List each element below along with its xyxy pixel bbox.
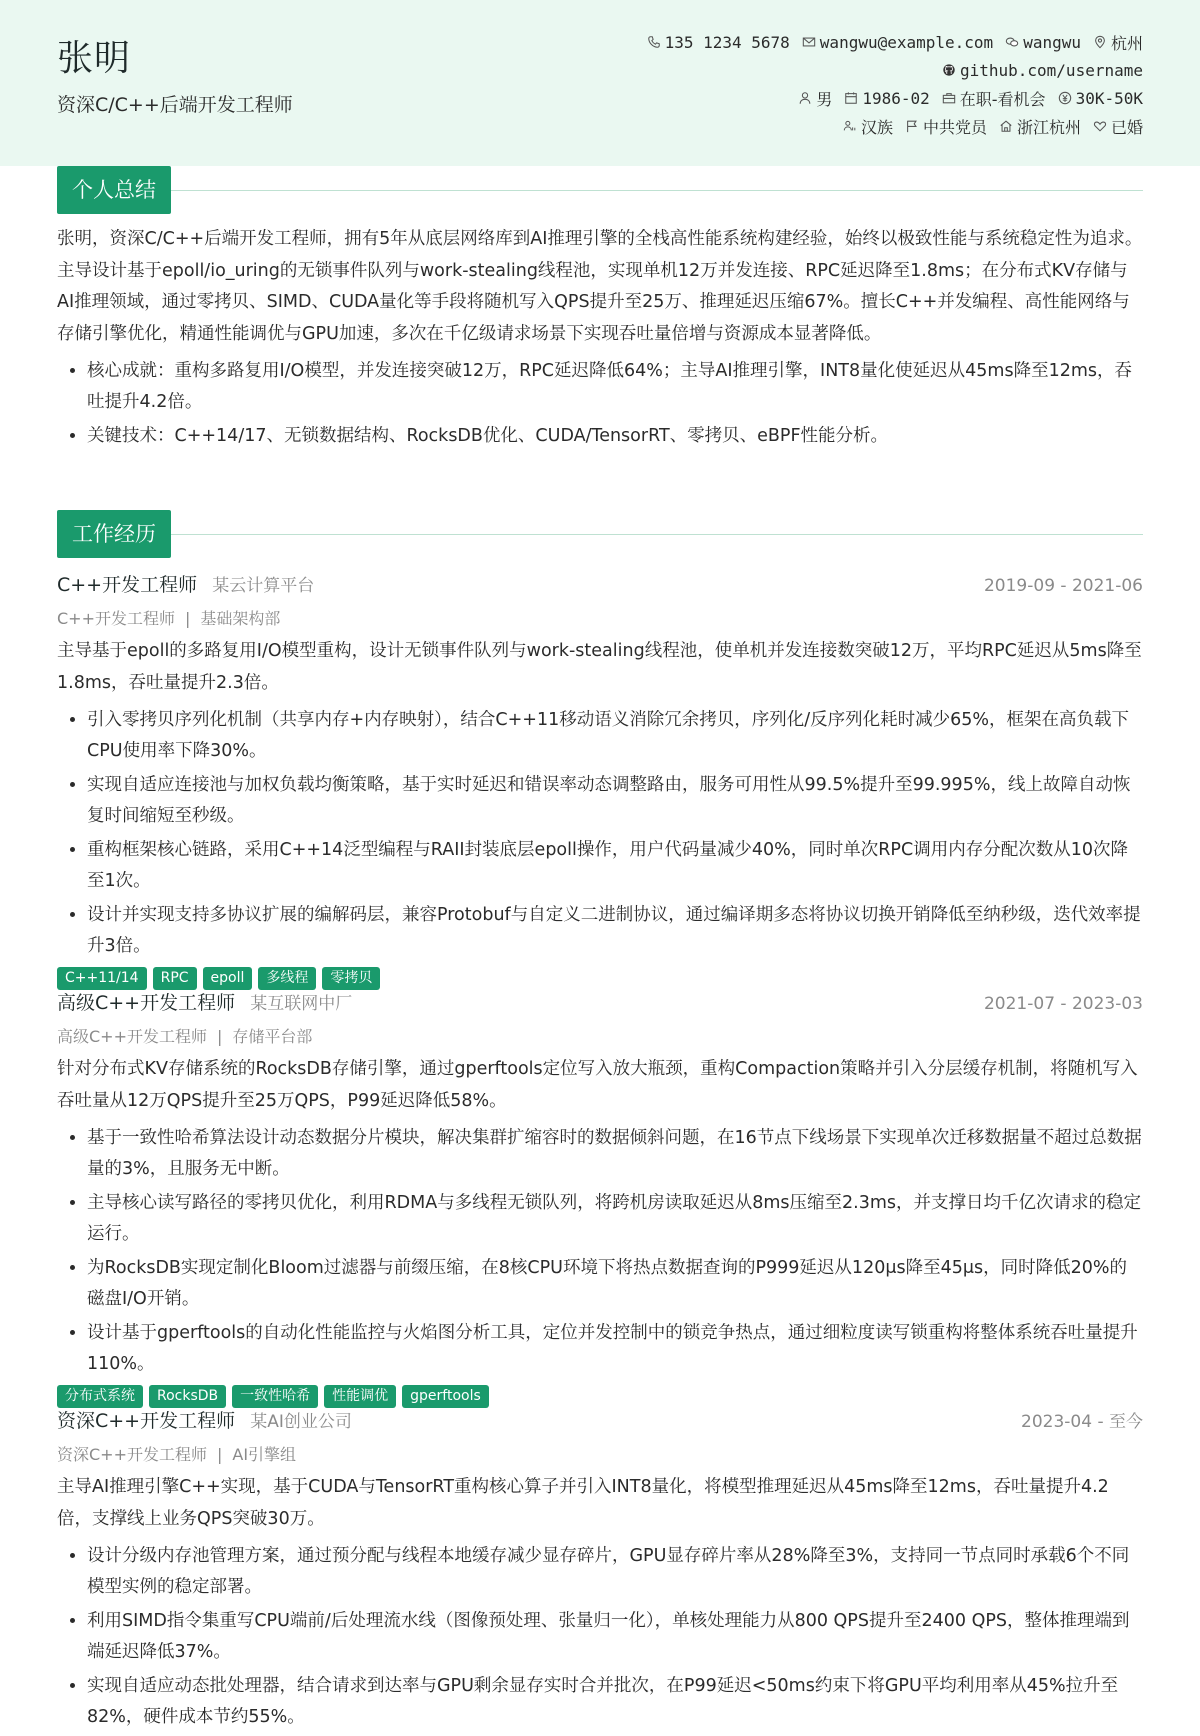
info-hometown bbox=[999, 115, 1081, 138]
phone-icon bbox=[647, 35, 661, 49]
contact-location bbox=[1093, 31, 1143, 54]
job-bullets bbox=[57, 1541, 1143, 1732]
job-sub-separator: | bbox=[217, 1445, 223, 1464]
job-dates: 2021-07 - 2023-03 bbox=[983, 994, 1143, 1014]
experience-heading-row bbox=[57, 510, 1143, 558]
job-entry-3 bbox=[57, 1406, 1143, 1736]
calendar-icon bbox=[844, 91, 858, 105]
info-status bbox=[942, 87, 1046, 110]
job-department: AI引擎组 bbox=[232, 1445, 297, 1464]
skill-tag: 分布式系统 bbox=[57, 1385, 143, 1408]
job-tags bbox=[57, 1385, 1143, 1408]
status-text: 在职-看机会 bbox=[959, 89, 1046, 109]
job-sub-separator: | bbox=[217, 1027, 223, 1046]
job-subheader bbox=[57, 604, 1143, 634]
experience-heading: 工作经历 bbox=[57, 510, 171, 558]
job-role: 高级C++开发工程师 bbox=[57, 992, 236, 1014]
job-bullet: • 引入零拷贝序列化机制（共享内存+内存映射），结合C++11移动语义消除冗余拷贝，序列化/反序列化耗时减少65%，框架在高负载下CPU使用率下降30%。 bbox=[87, 705, 1143, 766]
job-bullet: • 实现自适应连接池与加权负载均衡策略，基于实时延迟和错误率动态调整路由，服务可用性从99.5%提升至99.995%，线上故障自动恢复时间缩短至秒级。 bbox=[87, 770, 1143, 831]
info-gender bbox=[798, 87, 832, 110]
info-ethnicity bbox=[843, 115, 893, 138]
job-company: 某AI创业公司 bbox=[250, 1412, 352, 1432]
job-bullet: • 为RocksDB实现定制化Bloom过滤器与前缀压缩，在8核CPU环境下将热点数据查询的P999延迟从120μs降至45μs，同时降低20%的磁盘I/O开销。 bbox=[87, 1253, 1143, 1314]
wechat-icon bbox=[1005, 35, 1019, 49]
summary-paragraph: 张明，资深C/C++后端开发工程师，拥有5年从底层网络库到AI推理引擎的全栈高性能系统构建经验，始终以极致性能与系统稳定性为追求。主导设计基于epoll/io_uring的无锁事件队列与work-stealing线程池，实现单机12万并发连接、RPC延迟降至1.8ms；在分布式KV存储与AI推理领域，通过零拷贝、SIMD、CUDA量化等手段将随机写入QPS提升至25万、推理延迟压缩67%。擅长C++并发编程、高性能网络与存储引擎优化，精通性能调优与GPU加速，多次在千亿级请求场景下实现吞吐量倍增与资源成本显著降低。 bbox=[57, 229, 1143, 344]
job-sub-role: 资深C++开发工程师 bbox=[57, 1445, 207, 1464]
contact-phone bbox=[647, 33, 790, 52]
summary-heading: 个人总结 bbox=[57, 166, 171, 214]
summary-bullet: • 核心成就：重构多路复用I/O模型，并发连接突破12万，RPC延迟降低64%；主导AI推理引擎，INT8量化使延迟从45ms降至12ms，吞吐提升4.2倍。 bbox=[87, 356, 1143, 417]
job-bullets bbox=[57, 705, 1143, 961]
skill-tag: 多线程 bbox=[258, 967, 316, 990]
summary-section bbox=[57, 166, 1143, 456]
skill-tag: 零拷贝 bbox=[322, 967, 380, 990]
job-bullets bbox=[57, 1123, 1143, 1379]
job-entry-1 bbox=[57, 570, 1143, 990]
job-department: 存储平台部 bbox=[232, 1027, 313, 1046]
job-sub-role: 高级C++开发工程师 bbox=[57, 1027, 207, 1046]
job-bullet: • 利用SIMD指令集重写CPU端前/后处理流水线（图像预处理、张量归一化），单核处理能力从800 QPS提升至2400 QPS，整体推理端到端延迟降低37%。 bbox=[87, 1606, 1143, 1667]
github-icon bbox=[942, 63, 956, 77]
job-sub-role: C++开发工程师 bbox=[57, 609, 175, 628]
heart-icon bbox=[1093, 119, 1107, 133]
ethnicity-text: 汉族 bbox=[860, 117, 893, 137]
job-bullet: • 主导核心读写路径的零拷贝优化，利用RDMA与多线程无锁队列，将跨机房读取延迟从8ms压缩至2.3ms，并支撑日均千亿次请求的稳定运行。 bbox=[87, 1188, 1143, 1249]
job-header bbox=[57, 570, 1143, 604]
summary-heading-row bbox=[57, 166, 1143, 214]
job-bullet: • 重构框架核心链路，采用C++14泛型编程与RAII封装底层epoll操作，用户代码量减少40%，同时单次RPC调用内存分配次数从10次降至1次。 bbox=[87, 835, 1143, 896]
political-text: 中共党员 bbox=[922, 117, 987, 137]
job-bullet: • 基于一致性哈希算法设计动态数据分片模块，解决集群扩缩容时的数据倾斜问题，在16节点下线场景下实现单次迁移数据量不超过总数据量的3%，且服务无中断。 bbox=[87, 1123, 1143, 1184]
phone-text: 135 1234 5678 bbox=[664, 32, 790, 52]
person-icon bbox=[798, 91, 812, 105]
job-role: 资深C++开发工程师 bbox=[57, 1410, 236, 1432]
summary-bullets bbox=[57, 356, 1143, 452]
location-icon bbox=[1093, 35, 1107, 49]
job-role: C++开发工程师 bbox=[57, 574, 198, 596]
home-icon bbox=[999, 119, 1013, 133]
job-entry-2 bbox=[57, 988, 1143, 1408]
job-header bbox=[57, 1406, 1143, 1440]
job-sub-separator: | bbox=[185, 609, 191, 628]
job-subheader bbox=[57, 1440, 1143, 1470]
gender-text: 男 bbox=[816, 89, 833, 109]
info-marital bbox=[1093, 115, 1143, 138]
salary-icon bbox=[1058, 91, 1072, 105]
skill-tag: C++11/14 bbox=[57, 967, 147, 990]
job-summary: 主导基于epoll的多路复用I/O模型重构，设计无锁事件队列与work-stealing线程池，使单机并发连接数突破12万，平均RPC延迟从5ms降至1.8ms，吞吐量提升2.3倍。 bbox=[57, 641, 1142, 693]
contact-row-3 bbox=[647, 84, 1143, 112]
flag-icon bbox=[905, 119, 919, 133]
section-divider bbox=[171, 190, 1143, 191]
location-text: 杭州 bbox=[1110, 33, 1143, 53]
candidate-name: 张明 bbox=[57, 38, 132, 79]
marital-text: 已婚 bbox=[1110, 117, 1143, 137]
people-icon bbox=[843, 119, 857, 133]
skill-tag: 性能调优 bbox=[324, 1385, 396, 1408]
summary-bullet: • 关键技术：C++14/17、无锁数据结构、RocksDB优化、CUDA/TensorRT、零拷贝、eBPF性能分析。 bbox=[87, 421, 1143, 452]
birth-text: 1986-02 bbox=[862, 88, 930, 108]
wechat-text: wangwu bbox=[1023, 32, 1081, 52]
candidate-title: 资深C/C++后端开发工程师 bbox=[57, 94, 293, 116]
email-text: wangwu@example.com bbox=[819, 32, 994, 52]
info-political bbox=[905, 115, 987, 138]
job-department: 基础架构部 bbox=[200, 609, 281, 628]
job-subheader bbox=[57, 1022, 1143, 1052]
github-text: github.com/username bbox=[959, 60, 1143, 80]
skill-tag: epoll bbox=[203, 967, 253, 990]
info-salary bbox=[1058, 89, 1143, 108]
section-divider bbox=[171, 534, 1143, 535]
briefcase-icon bbox=[942, 91, 956, 105]
experience-section bbox=[57, 510, 1143, 558]
job-company: 某云计算平台 bbox=[212, 576, 315, 596]
job-bullet: • 设计基于gperftools的自动化性能监控与火焰图分析工具，定位并发控制中的锁竞争热点，通过细粒度读写锁重构将整体系统吞吐量提升110%。 bbox=[87, 1318, 1143, 1379]
job-dates: 2019-09 - 2021-06 bbox=[983, 576, 1143, 596]
job-tags bbox=[57, 967, 1143, 990]
job-company: 某互联网中厂 bbox=[250, 994, 353, 1014]
job-bullet: • 设计并实现支持多协议扩展的编解码层，兼容Protobuf与自定义二进制协议，通过编译期多态将协议切换开销降低至纳秒级，迭代效率提升3倍。 bbox=[87, 900, 1143, 961]
contact-info bbox=[647, 28, 1143, 140]
contact-row-4 bbox=[647, 112, 1143, 140]
contact-row-2 bbox=[647, 56, 1143, 84]
skill-tag: RocksDB bbox=[149, 1385, 226, 1408]
mail-icon bbox=[802, 35, 816, 49]
skill-tag: gperftools bbox=[402, 1385, 489, 1408]
skill-tag: RPC bbox=[153, 967, 197, 990]
contact-email[interactable] bbox=[802, 33, 993, 52]
job-summary: 主导AI推理引擎C++实现，基于CUDA与TensorRT重构核心算子并引入INT8量化，将模型推理延迟从45ms降至12ms，吞吐量提升4.2倍，支撑线上业务QPS突破30万。 bbox=[57, 1477, 1109, 1529]
contact-wechat bbox=[1005, 33, 1081, 52]
hometown-text: 浙江杭州 bbox=[1016, 117, 1081, 137]
job-header bbox=[57, 988, 1143, 1022]
salary-text: 30K-50K bbox=[1075, 88, 1143, 108]
job-dates: 2023-04 - 至今 bbox=[1021, 1412, 1143, 1432]
info-birth bbox=[844, 89, 929, 108]
contact-row-1 bbox=[647, 28, 1143, 56]
contact-github[interactable] bbox=[942, 61, 1143, 80]
resume-header bbox=[0, 0, 1200, 166]
job-bullet: • 设计分级内存池管理方案，通过预分配与线程本地缓存减少显存碎片，GPU显存碎片率从28%降至3%，支持同一节点同时承载6个不同模型实例的稳定部署。 bbox=[87, 1541, 1143, 1602]
skill-tag: 一致性哈希 bbox=[232, 1385, 318, 1408]
job-bullet: • 实现自适应动态批处理器，结合请求到达率与GPU剩余显存实时合并批次，在P99延迟<50ms约束下将GPU平均利用率从45%拉升至82%，硬件成本节约55%。 bbox=[87, 1671, 1143, 1732]
job-summary: 针对分布式KV存储系统的RocksDB存储引擎，通过gperftools定位写入放大瓶颈，重构Compaction策略并引入分层缓存机制，将随机写入吞吐量从12万QPS提升至25万QPS，P99延迟降低58%。 bbox=[57, 1059, 1138, 1111]
